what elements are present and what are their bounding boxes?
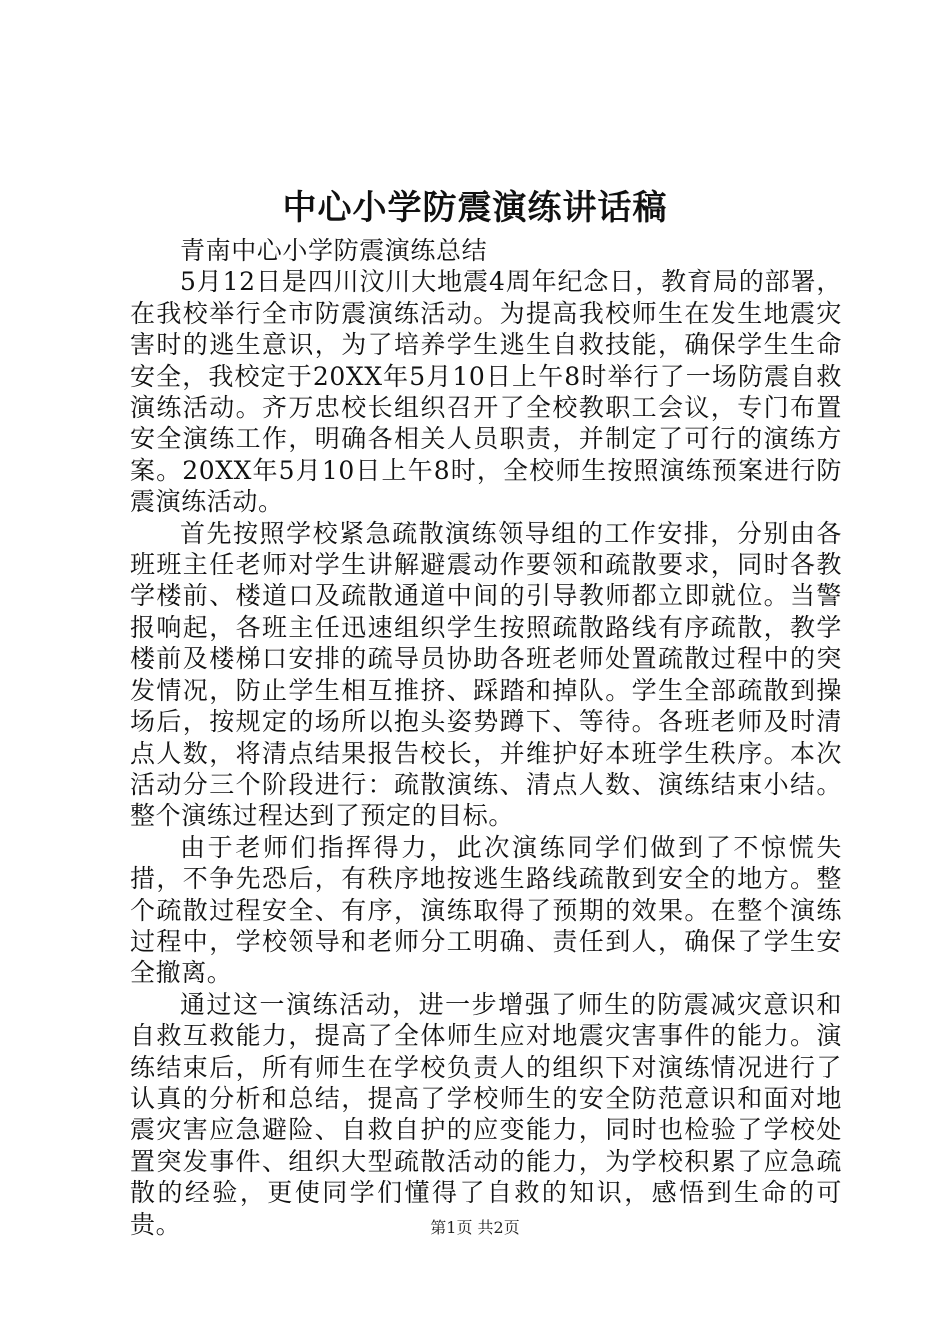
document-body bbox=[130, 235, 842, 1240]
document-title: 中心小学防震演练讲话稿 bbox=[282, 188, 668, 228]
body-paragraph: 青南中心小学防震演练总结 bbox=[180, 236, 488, 265]
body-paragraph: 5月12日是四川汶川大地震4周年纪念日，教育局的部署，在我校举行全市防震演练活动。为提高我校师生在发生地震灾害时的逃生意识，为了培养学生逃生自救技能，确保学生生命安全，我校定于20XX年5月10日上午8时举行了一场防震自救演练活动。齐万忠校长组织召开了全校教职工会议，专门布置安全演练工作，明确各相关人员职责，并制定了可行的演练方案。20XX年5月10日上午8时，全校师生按照演练预案进行防震演练活动。 bbox=[130, 267, 842, 517]
body-paragraph: 通过这一演练活动，进一步增强了师生的防震减灾意识和自救互救能力，提高了全体师生应对地震灾害事件的能力。演练结束后，所有师生在学校负责人的组织下对演练情况进行了认真的分析和总结，提高了学校师生的安全防范意识和面对地震灾害应急避险、自救自护的应变能力，同时也检验了学校处置突发事件、组织大型疏散活动的能力，为学校积累了应急疏散的经验，更使同学们懂得了自救的知识，感悟到生命的可贵。 bbox=[130, 989, 842, 1239]
body-paragraph: 首先按照学校紧急疏散演练领导组的工作安排，分别由各班班主任老师对学生讲解避震动作要领和疏散要求，同时各教学楼前、楼道口及疏散通道中间的引导教师都立即就位。当警报响起，各班主任迅速组织学生按照疏散路线有序疏散，教学楼前及楼梯口安排的疏导员协助各班老师处置疏散过程中的突发情况，防止学生相互推挤、踩踏和掉队。学生全部疏散到操场后，按规定的场所以抱头姿势蹲下、等待。各班老师及时清点人数，将清点结果报告校长，并维护好本班学生秩序。本次活动分三个阶段进行：疏散演练、清点人数、演练结束小结。整个演练过程达到了预定的目标。 bbox=[130, 518, 842, 831]
page-number-footer: 第1页 共2页 bbox=[430, 1218, 520, 1237]
body-paragraph: 由于老师们指挥得力，此次演练同学们做到了不惊慌失措，不争先恐后，有秩序地按逃生路线疏散到安全的地方。整个疏散过程安全、有序，演练取得了预期的效果。在整个演练过程中，学校领导和老师分工明确、责任到人，确保了学生安全撤离。 bbox=[130, 832, 842, 988]
